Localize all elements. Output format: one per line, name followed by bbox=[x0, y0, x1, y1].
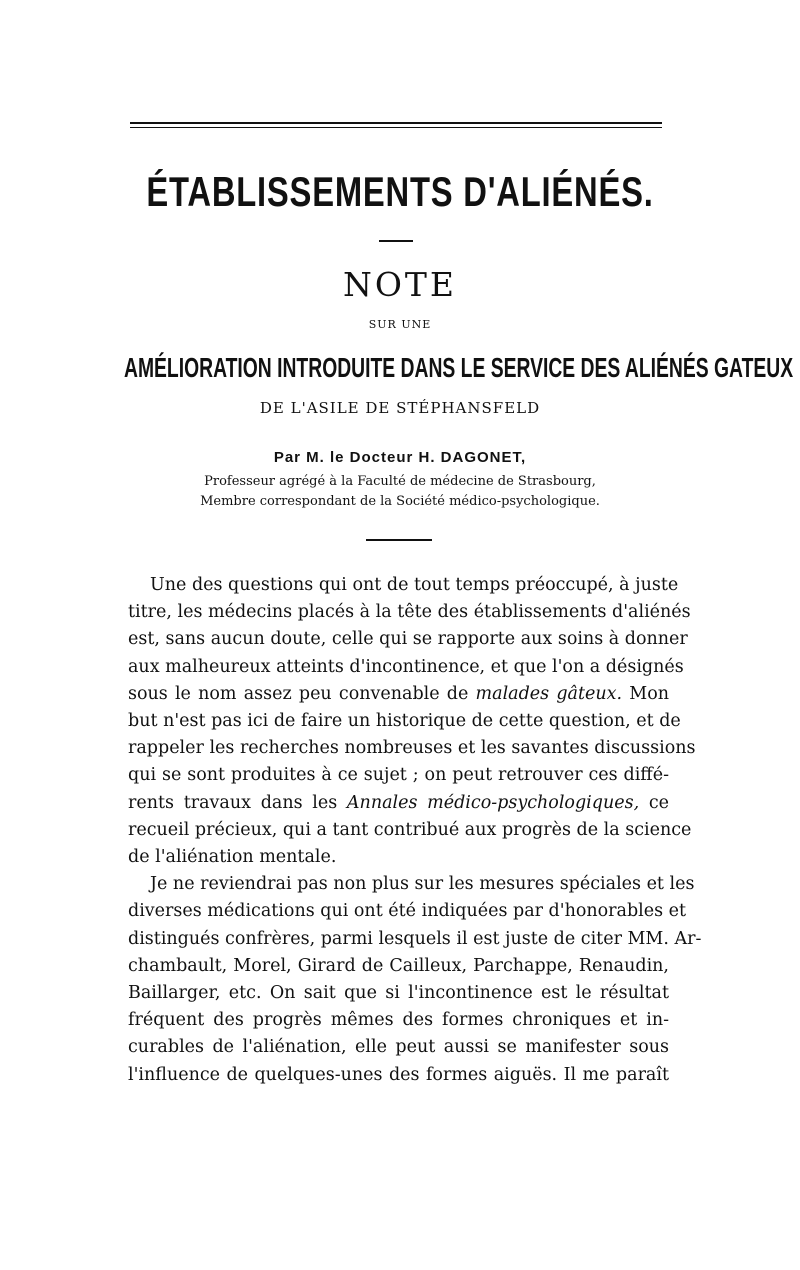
body-line: aux malheureux atteints d'incontinence, et que l'on a désignés bbox=[128, 656, 684, 677]
italic-term: malades gâteux. bbox=[475, 683, 623, 704]
body-line: distingués confrères, parmi lesquels il est juste de citer MM. Ar- bbox=[128, 928, 702, 949]
asile-heading: DE L'ASILE DE STÉPHANSFELD bbox=[259, 399, 541, 417]
italic-term: Annales médico-psychologiques, bbox=[346, 792, 640, 813]
article-body bbox=[128, 572, 702, 1089]
body-line: but n'est pas ici de faire un historique de cette question, et de bbox=[128, 711, 681, 732]
body-line: titre, les médecins placés à la tête des établissements d'aliénés bbox=[128, 602, 691, 623]
body-line: rappeler les recherches nombreuses et les savantes discussions bbox=[128, 738, 696, 759]
author-line: Par M. le Docteur H. DAGONET, bbox=[273, 449, 527, 466]
body-line: diverses médications qui ont été indiquées par d'honorables et bbox=[128, 901, 687, 922]
body-line: fréquent des progrès mêmes des formes chroniques et in- bbox=[128, 1010, 669, 1031]
body-line: rents travaux dans les Annales médico-psychologiques, ce bbox=[128, 792, 669, 813]
body-line: chambault, Morel, Girard de Cailleux, Parchappe, Renaudin, bbox=[128, 955, 669, 976]
body-line: qui se sont produites à ce sujet ; on peut retrouver ces diffé- bbox=[128, 765, 669, 786]
body-line: sous le nom assez peu convenable de malades gâteux. Mon bbox=[128, 683, 669, 704]
divider-section bbox=[366, 539, 432, 541]
body-line: Baillarger, etc. On sait que si l'incontinence est le résultat bbox=[128, 983, 669, 1004]
page-title: ÉTABLISSEMENTS D'ALIÉNÉS. bbox=[146, 168, 654, 215]
author-credit-1: Professeur agrégé à la Faculté de médecine de Strasbourg, bbox=[204, 474, 596, 489]
note-heading: NOTE bbox=[342, 265, 458, 304]
body-line: est, sans aucun doute, celle qui se rapporte aux soins à donner bbox=[128, 629, 688, 650]
divider-short bbox=[379, 240, 413, 242]
subject-heading: AMÉLIORATION INTRODUITE DANS LE SERVICE DES ALIÉNÉS GATEUX bbox=[124, 352, 794, 383]
top-double-rule bbox=[130, 122, 662, 128]
body-line: curables de l'aliénation, elle peut aussi se manifester sous bbox=[128, 1037, 669, 1058]
sur-une-label: SUR UNE bbox=[368, 318, 432, 331]
body-line: Une des questions qui ont de tout temps préoccupé, à juste bbox=[150, 575, 679, 595]
author-credit-2: Membre correspondant de la Société médico-psychologique. bbox=[200, 494, 600, 509]
body-line: de l'aliénation mentale. bbox=[128, 847, 337, 868]
body-line: l'influence de quelques-unes des formes aiguës. Il me paraît bbox=[128, 1064, 669, 1085]
body-line: Je ne reviendrai pas non plus sur les mesures spéciales et les bbox=[150, 874, 695, 895]
body-line: recueil précieux, qui a tant contribué aux progrès de la science bbox=[128, 819, 692, 840]
